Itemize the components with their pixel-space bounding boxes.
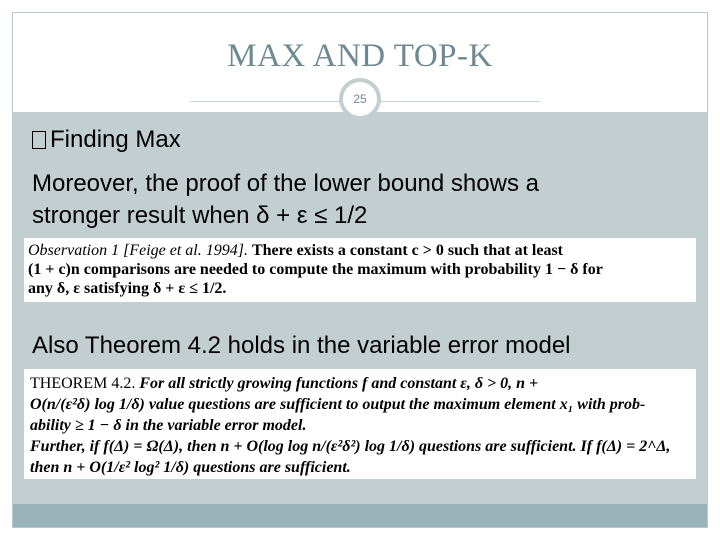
- observation-cite: [Feige et al. 1994].: [123, 242, 248, 259]
- slide-number: 25: [353, 92, 367, 106]
- theorem-line-2: O(n/(ε²δ) log 1/δ) value questions are sufficient to output the maximum element x₁ with prob-: [30, 396, 646, 413]
- theorem-label: THEOREM 4.2.: [30, 375, 136, 392]
- theorem-line-5: then n + O(1/ε² log² 1/δ) questions are sufficient.: [30, 459, 351, 476]
- slide-number-badge: [339, 78, 381, 120]
- paragraph-1-line-1: Moreover, the proof of the lower bound shows a: [32, 170, 539, 197]
- theorem-line-4: Further, if f(Δ) = Ω(Δ), then n + O(log log n/(ε²δ²) log 1/δ) questions are sufficient. If f(Δ) = 2^Δ,: [30, 438, 671, 455]
- paragraph-2: Also Theorem 4.2 holds in the variable error model: [32, 332, 571, 359]
- observation-line-1: [28, 241, 692, 260]
- theorem-line-1-rest: For all strictly growing functions f and constant ε, δ > 0, n +: [139, 375, 539, 392]
- slide-title: MAX AND TOP-K: [227, 38, 493, 74]
- theorem-line-3: ability ≥ 1 − δ in the variable error model.: [30, 417, 307, 434]
- bullet-text: Finding Max: [50, 126, 181, 153]
- observation-line-3: any δ, ε satisfying δ + ε ≤ 1/2.: [28, 280, 227, 297]
- bullet-item: [32, 126, 181, 154]
- observation-line-2: (1 + c)n comparisons are needed to compute the maximum with probability 1 − δ for: [28, 261, 603, 278]
- bullet-marker-icon: [32, 131, 46, 149]
- observation-label: Observation 1: [28, 242, 120, 259]
- theorem-line-1: [30, 373, 690, 394]
- theorem-box: [24, 369, 696, 479]
- observation-box: [24, 238, 696, 302]
- paragraph-1-line-2: stronger result when δ + ε ≤ 1/2: [32, 202, 368, 229]
- footer-bar: [13, 504, 707, 527]
- observation-line-1-rest: There exists a constant c > 0 such that at least: [251, 242, 564, 259]
